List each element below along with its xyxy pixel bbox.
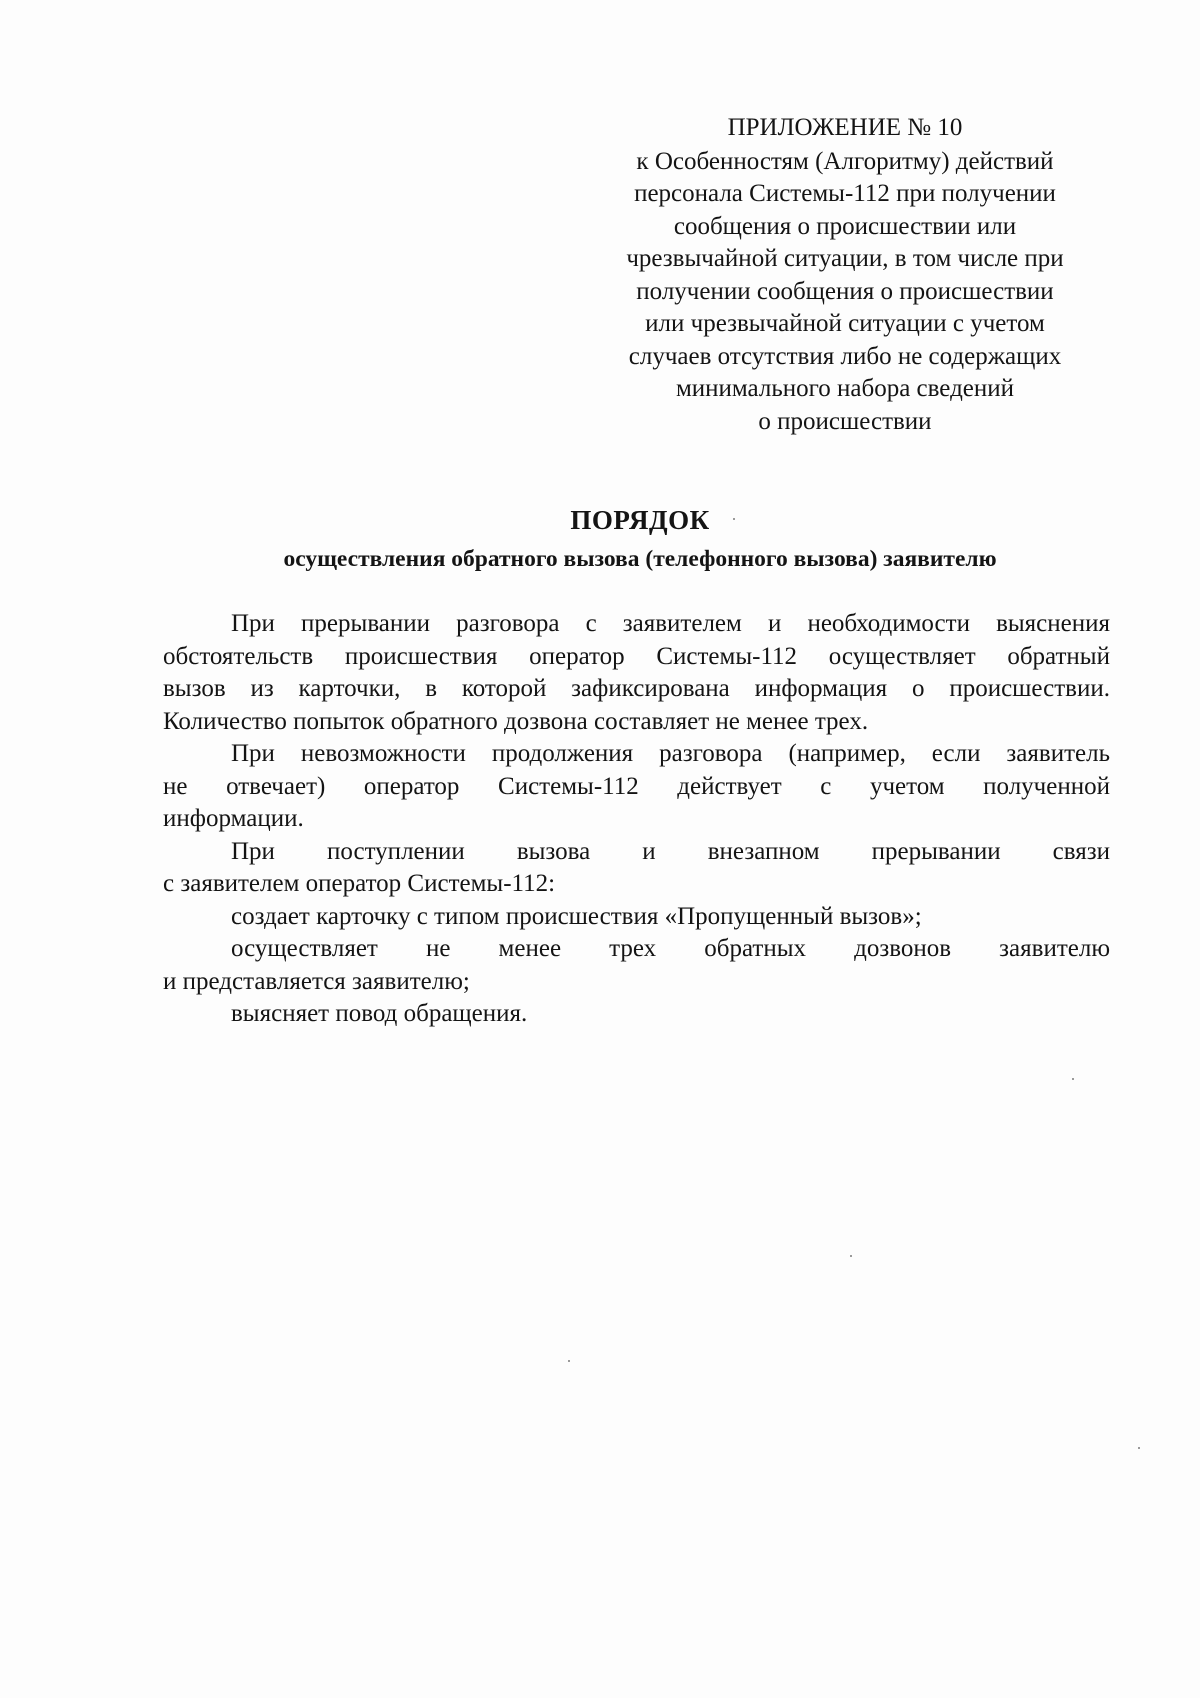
scan-speck: [1072, 1078, 1074, 1080]
appendix-line: минимального набора сведений: [675, 375, 1015, 402]
paragraph-2: [163, 738, 1110, 836]
scan-speck: [850, 1255, 852, 1257]
appendix-line: чрезвычайной ситуации, в том числе при: [626, 245, 1064, 272]
paragraph-line: При невозможности продолжения разговора (например, если заявитель: [231, 740, 1110, 767]
paragraph-line: с заявителем оператор Системы-112:: [163, 870, 556, 897]
scan-speck: [568, 1360, 570, 1362]
paragraph-line: осуществляет не менее трех обратных дозвонов заявителю: [231, 935, 1110, 962]
document-body: [163, 608, 1110, 1031]
paragraph-line: выясняет повод обращения.: [231, 1000, 528, 1027]
scan-speck: [1138, 1447, 1140, 1449]
paragraph-line: обстоятельств происшествия оператор Системы-112 осуществляет обратный: [163, 642, 1110, 670]
document-title: ПОРЯДОК: [570, 505, 710, 535]
appendix-line: получении сообщения о происшествии: [636, 277, 1054, 305]
appendix-line: случаев отсутствия либо не содержащих: [628, 342, 1062, 370]
appendix-line: к Особенностям (Алгоритму) действий: [636, 147, 1054, 175]
paragraph-6: [163, 998, 1110, 1031]
document-subtitle: осуществления обратного вызова (телефонного вызова) заявителю: [283, 546, 997, 572]
paragraph-line: информации.: [163, 805, 304, 832]
paragraph-line: не отвечает) оператор Системы-112 действует с учетом полученной: [163, 772, 1110, 800]
paragraph-line: вызов из карточки, в которой зафиксирована информация о происшествии.: [163, 675, 1110, 702]
paragraph-line: Количество попыток обратного дозвона составляет не менее трех.: [163, 707, 869, 735]
paragraph-line: создает карточку с типом происшествия «Пропущенный вызов»;: [231, 902, 922, 930]
appendix-line: сообщения о происшествии или: [673, 212, 1017, 240]
scan-speck: [733, 518, 735, 520]
paragraph-line: и представляется заявителю;: [163, 967, 470, 995]
appendix-line: или чрезвычайной ситуации с учетом: [645, 310, 1045, 337]
paragraph-4: [163, 901, 1110, 934]
paragraph-1: [163, 608, 1110, 738]
paragraph-3: [163, 836, 1110, 901]
appendix-header: [590, 112, 1100, 438]
appendix-title: ПРИЛОЖЕНИЕ № 10: [727, 114, 963, 141]
paragraph-line: При поступлении вызова и внезапном прерывании связи: [231, 837, 1110, 865]
appendix-line: персонала Системы-112 при получении: [634, 180, 1056, 207]
appendix-line: о происшествии: [758, 407, 932, 435]
paragraph-line: При прерывании разговора с заявителем и необходимости выяснения: [231, 610, 1110, 637]
paragraph-5: [163, 933, 1110, 998]
